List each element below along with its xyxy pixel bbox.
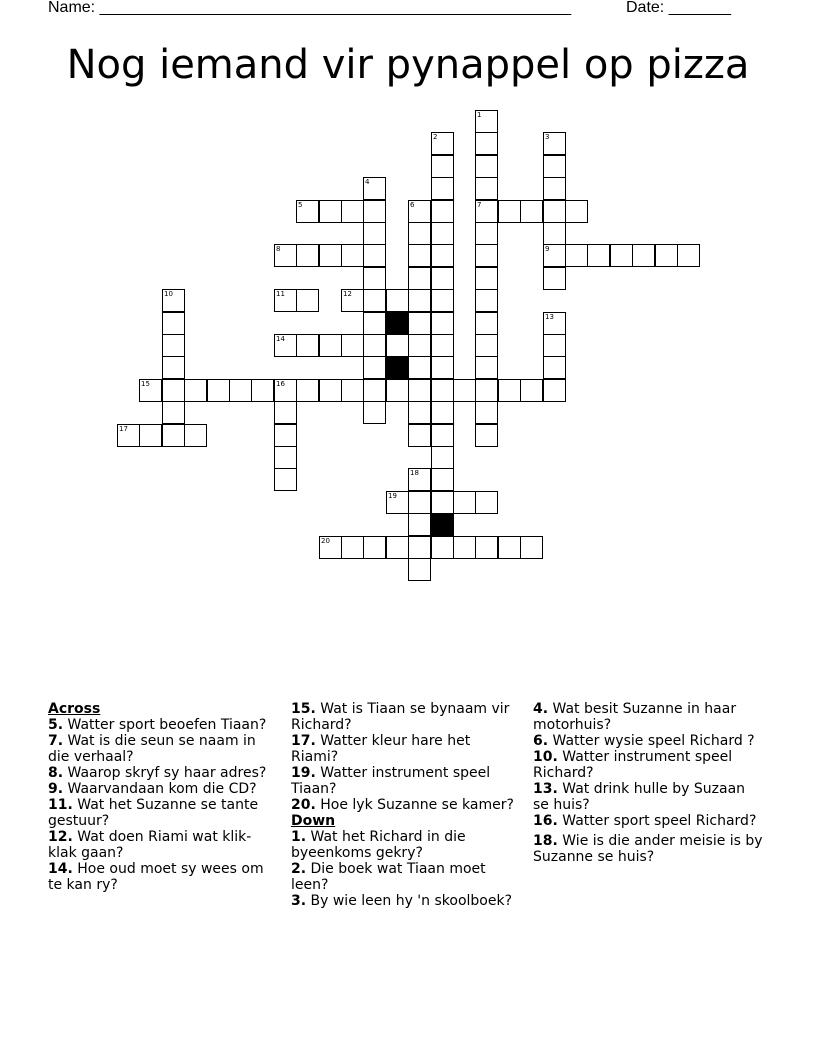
- crossword-cell[interactable]: [543, 177, 566, 200]
- crossword-cell[interactable]: [677, 244, 700, 267]
- crossword-cell[interactable]: [587, 244, 610, 267]
- crossword-cell[interactable]: [139, 424, 162, 447]
- crossword-cell[interactable]: [296, 379, 319, 402]
- crossword-cell[interactable]: [363, 536, 386, 559]
- crossword-cell[interactable]: [475, 200, 498, 223]
- name-field-label[interactable]: Name: _____________________________________________________: [48, 0, 572, 16]
- crossword-cell[interactable]: [319, 334, 342, 357]
- crossword-cell[interactable]: [408, 289, 431, 312]
- crossword-cell[interactable]: [363, 312, 386, 335]
- clue-text: Watter sport beoefen Tiaan?: [63, 717, 267, 733]
- cell-number: 11: [276, 290, 285, 298]
- down-clue: [533, 833, 763, 865]
- crossword-cell[interactable]: [543, 155, 566, 178]
- clue-text: Hoe oud moet sy wees om te kan ry?: [48, 861, 264, 893]
- crossword-cell[interactable]: [408, 222, 431, 245]
- crossword-cell[interactable]: [162, 424, 185, 447]
- cell-number: 16: [276, 380, 285, 388]
- crossword-cell[interactable]: [162, 379, 185, 402]
- crossword-cell[interactable]: [363, 200, 386, 223]
- crossword-cell[interactable]: [431, 155, 454, 178]
- crossword-cell[interactable]: [386, 536, 409, 559]
- crossword-cell[interactable]: [498, 200, 521, 223]
- crossword-cell[interactable]: [610, 244, 633, 267]
- crossword-cell[interactable]: [319, 244, 342, 267]
- crossword-cell[interactable]: [475, 244, 498, 267]
- crossword-cell[interactable]: [162, 356, 185, 379]
- crossword-cell[interactable]: [341, 536, 364, 559]
- clue-number: 1.: [291, 829, 307, 845]
- crossword-cell[interactable]: [341, 200, 364, 223]
- crossword-cell[interactable]: [431, 132, 454, 155]
- crossword-cell[interactable]: [207, 379, 230, 402]
- crossword-cell[interactable]: [475, 222, 498, 245]
- clue-number: 6.: [533, 733, 549, 749]
- clue-number: 16.: [533, 813, 558, 829]
- crossword-cell[interactable]: [475, 312, 498, 335]
- clue-number: 2.: [291, 861, 307, 877]
- crossword-cell[interactable]: [274, 334, 297, 357]
- crossword-cell[interactable]: [408, 491, 431, 514]
- crossword-cell[interactable]: [363, 177, 386, 200]
- clue-text: Watter instrument speel Richard?: [533, 749, 733, 781]
- crossword-black-cell: [386, 356, 409, 379]
- down-clue: [533, 733, 763, 749]
- crossword-cell[interactable]: [408, 334, 431, 357]
- cell-number: 17: [119, 425, 128, 433]
- clues-column-2: [291, 701, 521, 909]
- crossword-cell[interactable]: [117, 424, 140, 447]
- crossword-cell[interactable]: [408, 379, 431, 402]
- down-clue: [533, 749, 763, 781]
- cell-number: 19: [388, 492, 397, 500]
- crossword-cell[interactable]: [162, 289, 185, 312]
- cell-number: 3: [545, 133, 550, 141]
- clue-text: Wat het Suzanne se tante gestuur?: [48, 797, 259, 829]
- clue-number: 20.: [291, 797, 316, 813]
- clue-text: Wat drink hulle by Suzaan se huis?: [533, 781, 746, 813]
- across-clue: [48, 717, 278, 733]
- cell-number: 14: [276, 335, 285, 343]
- crossword-cell[interactable]: [431, 446, 454, 469]
- cell-number: 9: [545, 245, 550, 253]
- clue-text: Watter instrument speel Tiaan?: [291, 765, 491, 797]
- across-clue: [291, 797, 521, 813]
- across-clue: [48, 829, 278, 861]
- clue-text: Waarop skryf sy haar adres?: [63, 765, 267, 781]
- crossword-cell[interactable]: [408, 513, 431, 536]
- crossword-cell[interactable]: [475, 424, 498, 447]
- crossword-cell[interactable]: [453, 379, 476, 402]
- crossword-cell[interactable]: [520, 536, 543, 559]
- clue-text: Die boek wat Tiaan moet leen?: [291, 861, 486, 893]
- crossword-cell[interactable]: [475, 155, 498, 178]
- crossword-black-cell: [386, 312, 409, 335]
- crossword-cell[interactable]: [408, 536, 431, 559]
- across-clue: [48, 781, 278, 797]
- across-heading: Across: [48, 701, 101, 717]
- crossword-cell[interactable]: [475, 177, 498, 200]
- crossword-cell[interactable]: [363, 334, 386, 357]
- crossword-cell[interactable]: [431, 200, 454, 223]
- crossword-cell[interactable]: [543, 132, 566, 155]
- down-clue: [533, 701, 763, 733]
- clue-text: Hoe lyk Suzanne se kamer?: [315, 797, 514, 813]
- crossword-cell[interactable]: [431, 244, 454, 267]
- clue-text: By wie leen hy 'n skoolboek?: [306, 893, 513, 909]
- crossword-cell[interactable]: [431, 424, 454, 447]
- crossword-cell[interactable]: [431, 177, 454, 200]
- crossword-cell[interactable]: [274, 424, 297, 447]
- crossword-cell[interactable]: [431, 401, 454, 424]
- crossword-cell[interactable]: [408, 401, 431, 424]
- across-clue: [291, 701, 521, 733]
- crossword-cell[interactable]: [319, 536, 342, 559]
- crossword-cell[interactable]: [386, 491, 409, 514]
- crossword-cell[interactable]: [408, 244, 431, 267]
- crossword-cell[interactable]: [520, 379, 543, 402]
- crossword-black-cell: [431, 513, 454, 536]
- crossword-cell[interactable]: [475, 491, 498, 514]
- crossword-cell[interactable]: [453, 491, 476, 514]
- cell-number: 15: [141, 380, 150, 388]
- crossword-cell[interactable]: [431, 356, 454, 379]
- crossword-cell[interactable]: [341, 379, 364, 402]
- clue-text: Watter kleur hare het Riami?: [291, 733, 471, 765]
- clue-text: Watter sport speel Richard?: [557, 813, 757, 829]
- clue-number: 11.: [48, 797, 73, 813]
- crossword-cell[interactable]: [543, 312, 566, 335]
- crossword-cell[interactable]: [319, 200, 342, 223]
- crossword-cell[interactable]: [655, 244, 678, 267]
- crossword-cell[interactable]: [408, 558, 431, 581]
- crossword-cell[interactable]: [341, 244, 364, 267]
- clue-number: 18.: [533, 833, 558, 849]
- crossword-cell[interactable]: [543, 200, 566, 223]
- crossword-cell[interactable]: [184, 424, 207, 447]
- clue-number: 19.: [291, 765, 316, 781]
- crossword-cell[interactable]: [431, 289, 454, 312]
- crossword-cell[interactable]: [475, 289, 498, 312]
- crossword-cell[interactable]: [274, 289, 297, 312]
- clue-number: 7.: [48, 733, 64, 749]
- clue-number: 10.: [533, 749, 558, 765]
- down-clue: [291, 861, 521, 893]
- crossword-cell[interactable]: [431, 267, 454, 290]
- crossword-cell[interactable]: [431, 468, 454, 491]
- crossword-cell[interactable]: [296, 244, 319, 267]
- down-clue: [533, 781, 763, 813]
- cell-number: 7: [477, 201, 482, 209]
- crossword-cell[interactable]: [296, 200, 319, 223]
- across-clue: [291, 733, 521, 765]
- crossword-cell[interactable]: [296, 334, 319, 357]
- page-title: Nog iemand vir pynappel op pizza: [66, 42, 750, 88]
- crossword-cell[interactable]: [475, 132, 498, 155]
- crossword-cell[interactable]: [274, 446, 297, 469]
- cell-number: 6: [410, 201, 415, 209]
- crossword-cell[interactable]: [475, 267, 498, 290]
- clue-number: 4.: [533, 701, 549, 717]
- crossword-cell[interactable]: [475, 356, 498, 379]
- cell-number: 18: [410, 469, 419, 477]
- clue-text: Wat het Richard in die byeenkoms gekry?: [291, 829, 466, 861]
- cell-number: 2: [433, 133, 438, 141]
- crossword-cell[interactable]: [363, 222, 386, 245]
- crossword-cell[interactable]: [341, 334, 364, 357]
- across-clue: [291, 765, 521, 797]
- clue-text: Wat is Tiaan se bynaam vir Richard?: [291, 701, 510, 733]
- cell-number: 8: [276, 245, 281, 253]
- clue-text: Watter wysie speel Richard ?: [548, 733, 755, 749]
- crossword-cell[interactable]: [363, 356, 386, 379]
- crossword-cell[interactable]: [543, 267, 566, 290]
- crossword-cell[interactable]: [453, 536, 476, 559]
- clue-number: 15.: [291, 701, 316, 717]
- crossword-cell[interactable]: [632, 244, 655, 267]
- crossword-cell[interactable]: [408, 468, 431, 491]
- clue-text: Wat doen Riami wat klik-klak gaan?: [48, 829, 252, 861]
- crossword-cell[interactable]: [498, 536, 521, 559]
- clue-number: 3.: [291, 893, 307, 909]
- crossword-cell[interactable]: [475, 334, 498, 357]
- clue-number: 14.: [48, 861, 73, 877]
- crossword-cell[interactable]: [162, 401, 185, 424]
- crossword-cell[interactable]: [431, 491, 454, 514]
- crossword-cell[interactable]: [475, 401, 498, 424]
- crossword-cell[interactable]: [543, 356, 566, 379]
- clue-text: Waarvandaan kom die CD?: [63, 781, 257, 797]
- crossword-cell[interactable]: [162, 334, 185, 357]
- crossword-cell[interactable]: [319, 379, 342, 402]
- across-clue: [48, 765, 278, 781]
- cell-number: 13: [545, 313, 554, 321]
- crossword-cell[interactable]: [363, 244, 386, 267]
- crossword-cell[interactable]: [408, 424, 431, 447]
- crossword-cell[interactable]: [543, 334, 566, 357]
- crossword-cell[interactable]: [296, 289, 319, 312]
- crossword-cell[interactable]: [274, 401, 297, 424]
- clue-number: 13.: [533, 781, 558, 797]
- crossword-cell[interactable]: [363, 401, 386, 424]
- down-clue: [291, 829, 521, 861]
- clue-text: Wie is die ander meisie is by Suzanne se huis?: [533, 833, 763, 865]
- clue-number: 9.: [48, 781, 64, 797]
- clues-column-1: [48, 701, 278, 893]
- clue-text: Wat is die seun se naam in die verhaal?: [48, 733, 256, 765]
- crossword-cell[interactable]: [431, 222, 454, 245]
- crossword-cell[interactable]: [543, 379, 566, 402]
- crossword-cell[interactable]: [184, 379, 207, 402]
- cell-number: 4: [365, 178, 370, 186]
- across-clue: [48, 861, 278, 893]
- crossword-cell[interactable]: [520, 200, 543, 223]
- crossword-cell[interactable]: [408, 312, 431, 335]
- crossword-cell[interactable]: [139, 379, 162, 402]
- crossword-cell[interactable]: [229, 379, 252, 402]
- clues-column-3: [533, 701, 763, 865]
- crossword-cell[interactable]: [475, 110, 498, 133]
- cell-number: 20: [321, 537, 330, 545]
- crossword-cell[interactable]: [386, 334, 409, 357]
- crossword-cell[interactable]: [475, 379, 498, 402]
- clue-number: 8.: [48, 765, 64, 781]
- crossword-cell[interactable]: [251, 379, 274, 402]
- crossword-cell[interactable]: [363, 289, 386, 312]
- across-clue: [48, 733, 278, 765]
- crossword-cell[interactable]: [565, 244, 588, 267]
- crossword-cell[interactable]: [408, 356, 431, 379]
- down-heading: Down: [291, 813, 336, 829]
- crossword-cell[interactable]: [274, 244, 297, 267]
- crossword-cell[interactable]: [274, 379, 297, 402]
- cell-number: 10: [164, 290, 173, 298]
- crossword-cell[interactable]: [162, 312, 185, 335]
- crossword-cell[interactable]: [363, 267, 386, 290]
- header: [0, 0, 816, 22]
- cell-number: 1: [477, 111, 482, 119]
- cell-number: 5: [298, 201, 303, 209]
- crossword-cell[interactable]: [341, 289, 364, 312]
- crossword-cell[interactable]: [408, 267, 431, 290]
- down-clue: [291, 893, 521, 909]
- crossword-cell[interactable]: [431, 312, 454, 335]
- crossword-cell[interactable]: [543, 222, 566, 245]
- crossword-cell[interactable]: [431, 334, 454, 357]
- crossword-cell[interactable]: [386, 379, 409, 402]
- down-clue: [533, 813, 763, 829]
- crossword-cell[interactable]: [431, 379, 454, 402]
- crossword-cell[interactable]: [431, 536, 454, 559]
- crossword-cell[interactable]: [543, 244, 566, 267]
- clue-number: 5.: [48, 717, 64, 733]
- across-clue: [48, 797, 278, 829]
- crossword-cell[interactable]: [498, 379, 521, 402]
- clue-text: Wat besit Suzanne in haar motorhuis?: [533, 701, 737, 733]
- date-field-label[interactable]: Date: _______: [626, 0, 731, 16]
- clue-number: 12.: [48, 829, 73, 845]
- crossword-cell[interactable]: [408, 200, 431, 223]
- cell-number: 12: [343, 290, 352, 298]
- clue-number: 17.: [291, 733, 316, 749]
- crossword-cell[interactable]: [475, 536, 498, 559]
- crossword-cell[interactable]: [363, 379, 386, 402]
- crossword-cell[interactable]: [386, 289, 409, 312]
- crossword-cell[interactable]: [565, 200, 588, 223]
- crossword-cell[interactable]: [274, 468, 297, 491]
